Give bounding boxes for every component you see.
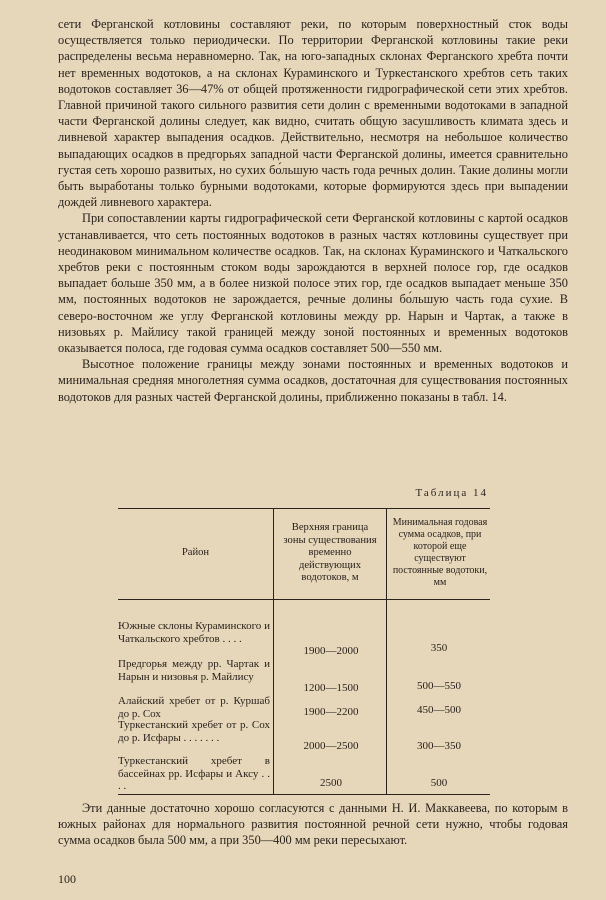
row-region: Предгорья между рр. Чартак и Нарын и низовья р. Майлису — [118, 658, 270, 683]
header-elevation: Верхняя граница зоны существования временно действующих водотоков, м — [283, 522, 377, 583]
header-region: Район — [181, 547, 210, 558]
header-precipitation: Минимальная годовая сумма осадков, при которой еще существуют постоянные водотоки, мм — [392, 517, 488, 588]
row-region: Южные склоны Кураминского и Чаткальского хребтов . . . . — [118, 620, 270, 645]
page-number: 100 — [58, 872, 76, 886]
row-region: Туркестанский хребет в бассейнах рр. Исфары и Аксу . . . . — [118, 755, 270, 793]
row-elevation: 1900—2200 — [303, 706, 359, 718]
data-table — [118, 508, 490, 795]
row-precipitation: 300—350 — [417, 740, 461, 752]
row-elevation: 1200—1500 — [303, 682, 359, 694]
paragraph-4: Эти данные достаточно хорошо согласуются с данными Н. И. Маккавеева, по которым в южных районах для нормального развития постоянной речной сети нужно, чтобы годовая сумма осадков была 500 мм, а при 350—400 мм реки пересыхают. — [58, 801, 568, 848]
row-region: Алайский хребет от р. Куршаб до р. Сох — [118, 695, 270, 720]
closing-text — [58, 800, 568, 849]
row-precipitation: 350 — [430, 642, 448, 654]
body-text — [58, 16, 568, 405]
row-elevation: 2000—2500 — [303, 740, 359, 752]
paragraph-2: При сопоставлении карты гидрографической сети Ферганской котловины с картой осадков устанавливается, что сеть постоянных водотоков в разных частях котловины существует при неодинаковом минимальном количестве осадков. Так, на склонах Кураминского и Чаткальского хребтов реки с постоянным стоком воды зарождаются в верхней полосе гор, где осадков выпадает больше 350 мм, а в более низкой полосе этих гор, где осадков выпадает меньше 350 мм, постоянных водотоков не зарождается, речные долины бо́льшую часть года сухие. В северо-восточном же углу Ферганской котловины между рр. Нарын и Чартак, а также в низовьях р. Майлису такой границей между зоной постоянных и временных водотоков оказывается полоса, где годовая сумма осадков составляет 500—550 мм. — [58, 211, 568, 356]
table-header-divider — [118, 599, 490, 600]
row-precipitation: 500 — [430, 777, 448, 789]
table-column-divider — [386, 509, 387, 794]
table-caption: Таблица 14 — [415, 487, 488, 499]
paragraph-3: Высотное положение границы между зонами постоянных и временных водотоков и минимальная средняя многолетняя сумма осадков, достаточная для существования постоянных водотоков для разных частей Ферганской долины, приближенно показаны в табл. 14. — [58, 357, 568, 404]
paragraph-1: сети Ферганской котловины составляют реки, по которым поверхностный сток воды осуществляется только периодически. По территории Ферганской котловины такие реки распределены весьма неравномерно. Так, на юго-западных склонах Ферганского хребта почти нет временных водотоков, а на склонах Кураминского и Туркестанского хребтов сеть таких водотоков составляет 36—47% от общей протяженности гидрографической сети этих хребтов. Главной причиной такого сильного развития сети долин с временными водотоками в западной части Ферганской долины следует, как видно, считать общую засушливость климата здесь и ливневой характер выпадения осадков. Действительно, несмотря на небольшое количество выпадающих осадков в предгорьях западной части Ферганской долины, имеется сравнительно густая сеть хорошо развитых, но сухих бо́льшую часть года речных долин. Такие долины могли быть выработаны только бурными водотоками, которые формируются здесь при выпадении дождей ливневого характера. — [58, 17, 568, 210]
row-region: Туркестанский хребет от р. Сох до р. Исфары . . . . . . . — [118, 719, 270, 744]
row-precipitation: 450—500 — [417, 704, 461, 716]
row-elevation: 2500 — [320, 777, 342, 789]
row-precipitation: 500—550 — [417, 680, 461, 692]
row-elevation: 1900—2000 — [303, 645, 359, 657]
table-column-divider — [273, 509, 274, 794]
